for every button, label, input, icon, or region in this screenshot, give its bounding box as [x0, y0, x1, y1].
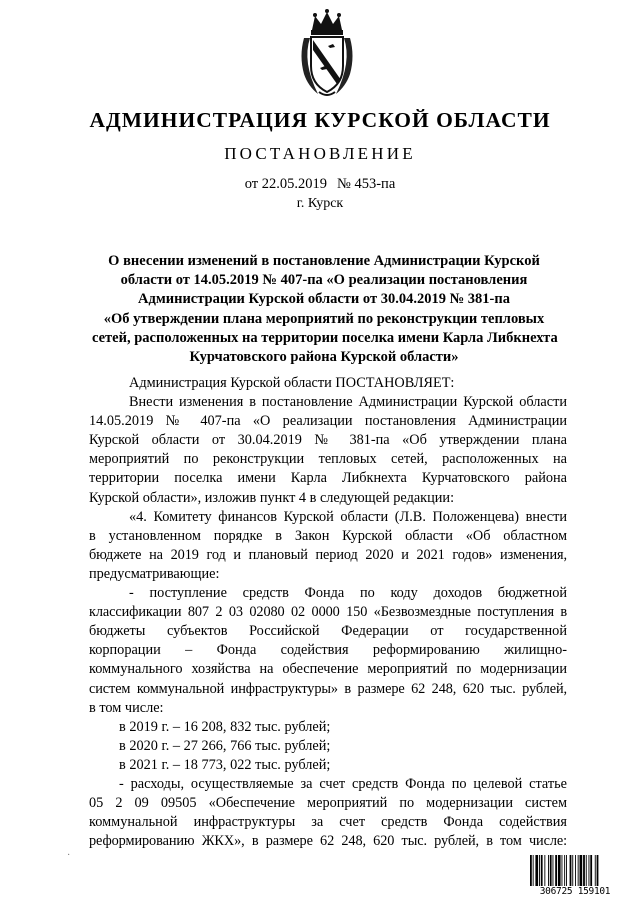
body-line: корпорации – Фонда содействия реформированию жилищно- [89, 642, 567, 659]
document-title [92, 252, 556, 367]
kursk-coat-of-arms-icon [298, 8, 356, 100]
body-line: территории поселка имени Карла Либкнехта Курчатовского района [89, 470, 567, 487]
body-line: предусматривающие: [89, 565, 220, 582]
body-line: бюджете на 2019 год и плановый период 2020 и 2021 годов» изменения, [89, 546, 567, 563]
body-line: реформированию ЖКХ», в размере 62 248, 620 тыс. рублей, в том числе: [89, 833, 567, 850]
body-line: 05 2 09 09505 «Обеспечение мероприятий по модернизации систем [89, 795, 567, 812]
document-type: ПОСТАНОВЛЕНИЕ [224, 144, 416, 163]
body-line: классификации 807 2 03 02080 02 0000 150 «Безвозмездные поступления в [89, 604, 567, 621]
body-line: - расходы, осуществляемые за счет средств Фонда по целевой статье [119, 775, 567, 792]
body-line: - поступление средств Фонда по коду доходов бюджетной [129, 585, 567, 602]
body-line: в 2020 г. – 27 266, 766 тыс. рублей; [119, 737, 331, 754]
body-line: в установленном порядке в Закон Курской области «Об областном [89, 527, 567, 544]
title-line: Курчатовского района Курской области» [189, 349, 459, 366]
body-line: в том числе: [89, 699, 164, 716]
body-line: коммунального хозяйства на обеспечение мероприятий по модернизации [89, 661, 567, 678]
body-line: мероприятий по реконструкции тепловых сетей, расположенных на [89, 451, 567, 468]
body-line: в 2021 г. – 18 773, 022 тыс. рублей; [119, 756, 331, 773]
document-date: от 22.05.2019 [244, 176, 328, 192]
body-line: коммунальной инфраструктуры за счет средств Фонда содействия [89, 814, 567, 831]
body-line: в 2019 г. – 16 208, 832 тыс. рублей; [119, 718, 331, 735]
title-line: О внесении изменений в постановление Администрации Курской [108, 253, 540, 269]
document-city: г. Курск [296, 196, 344, 211]
document-body [89, 374, 567, 851]
body-line: Внести изменения в постановление Администрации Курской области [129, 394, 567, 411]
title-line: Администрации Курской области от 30.04.2019 № 381-па [138, 291, 510, 308]
body-line: Курской области», изложив пункт 4 в следующей редакции: [89, 489, 455, 506]
barcode-icon [529, 855, 621, 886]
organization-name: АДМИНИСТРАЦИЯ КУРСКОЙ ОБЛАСТИ [89, 108, 551, 132]
body-line: Администрация Курской области ПОСТАНОВЛЯЕТ: [129, 375, 455, 391]
title-line: «Об утверждении плана мероприятий по реконструкции тепловых [103, 310, 545, 327]
body-line: систем коммунальной инфраструктуры» в размере 62 248, 620 тыс. рублей, [89, 680, 567, 697]
scan-mark: · [67, 850, 71, 861]
title-line: области от 14.05.2019 № 407-па «О реализации постановления [120, 272, 528, 289]
barcode-number: 306725 159101 [539, 886, 611, 897]
document-number: № 453-па [337, 176, 396, 192]
body-line: бюджеты субъектов Российской Федерации от государственной [89, 623, 567, 640]
body-line: «4. Комитету финансов Курской области (Л.В. Положенцева) внести [129, 508, 567, 525]
barcode [529, 855, 621, 897]
body-line: Курской области от 30.04.2019 № 381-па «Об утверждении плана [89, 432, 567, 449]
body-line: 14.05.2019 № 407-па «О реализации постановления Администрации [89, 413, 567, 430]
document-date-line [0, 176, 640, 193]
title-line: сетей, расположенных на территории поселка имени Карла Либкнехта [92, 329, 558, 346]
